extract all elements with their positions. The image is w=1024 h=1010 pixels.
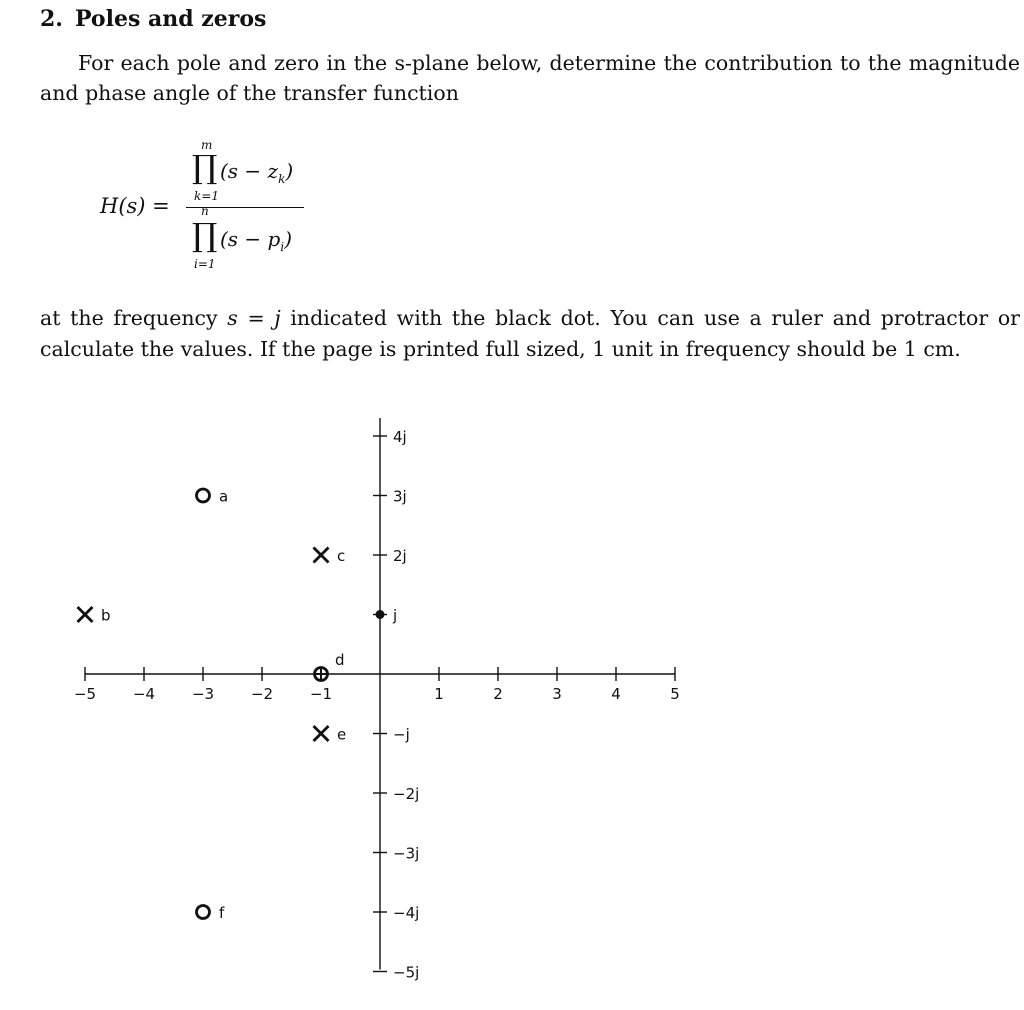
denominator-lower-limit: i=1 [194, 257, 216, 271]
point-label: b [101, 606, 111, 625]
y-tick-label: j [393, 606, 398, 625]
frequency-expression: s = j [227, 306, 281, 330]
x-tick-label: 5 [670, 685, 680, 703]
y-tick-label: −2j [393, 785, 420, 803]
problem-number: 2. [40, 6, 63, 32]
x-tick-label: 3 [552, 685, 562, 703]
y-tick-label: −5j [393, 963, 420, 982]
denominator-product-symbol: ∏ [192, 216, 218, 254]
x-tick-label: −3 [191, 685, 215, 703]
x-tick-label: −1 [309, 685, 333, 703]
y-tick-label: 2j [393, 547, 407, 565]
intro-paragraph: For each pole and zero in the s-plane below, determine the contribution to the magnitude and phase angle of the transfer function [40, 51, 1020, 105]
x-tick-label: 4 [611, 685, 621, 703]
point-label: e [337, 725, 347, 744]
numerator-product-symbol: ∏ [192, 148, 218, 186]
x-tick-label: 2 [493, 685, 503, 703]
x-tick-label: −2 [250, 685, 274, 703]
denominator-upper-limit: n [201, 204, 209, 218]
numerator-factor: $(s - z_k)$ [220, 159, 294, 186]
zero-marker [197, 489, 210, 502]
point-label: f [219, 904, 225, 922]
x-tick-label: −5 [73, 685, 97, 703]
problem-title: Poles and zeros [74, 6, 267, 32]
frequency-dot [376, 610, 385, 619]
outro-paragraph: at the frequency s = j indicated with the black dot. You can use a ruler and protractor or calculate the values. If the page is printed full sized, 1 unit in frequency should be 1 cm. [40, 306, 1020, 361]
y-tick-label: 4j [393, 428, 407, 446]
x-tick-label: −4 [132, 685, 156, 703]
x-tick-label: 1 [434, 685, 444, 703]
zero-marker [197, 906, 210, 919]
y-tick-label: 3j [393, 487, 407, 506]
y-tick-label: −j [393, 725, 410, 744]
y-tick-label: −4j [393, 904, 420, 922]
point-label: d [335, 651, 345, 669]
y-tick-label: −3j [393, 844, 420, 863]
equation-lhs: H(s) = [100, 194, 170, 218]
point-label: a [219, 487, 229, 506]
numerator-upper-limit: m [201, 138, 213, 152]
point-label: c [337, 547, 346, 565]
denominator-factor: $(s - p_i)$ [220, 227, 292, 254]
numerator-lower-limit: k=1 [194, 189, 219, 203]
